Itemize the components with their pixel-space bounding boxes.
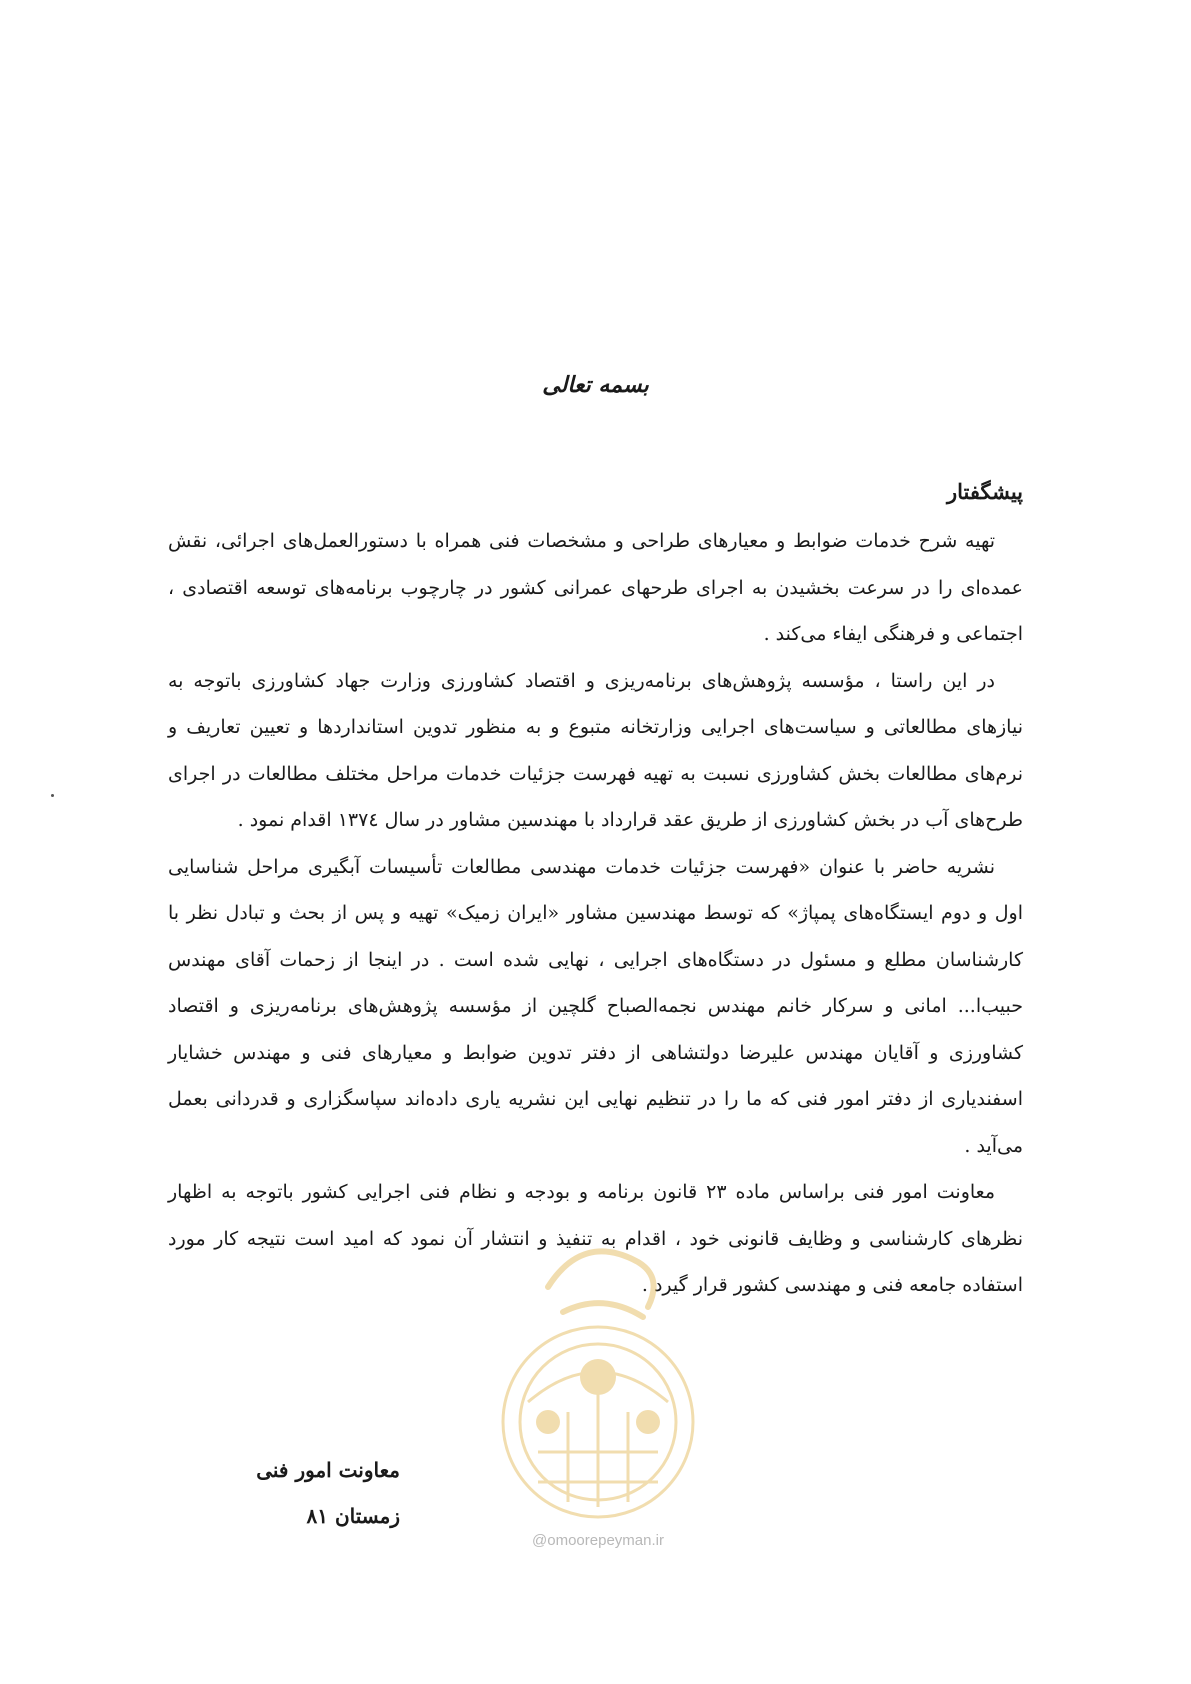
paragraph-2: در این راستا ، مؤسسه پژوهش‌های برنامه‌ریزی و اقتصاد کشاورزی وزارت جهاد کشاورزی باتوجه به نیازهای مطالعاتی و سیاست‌های اجرایی وزارتخانه متبوع و به منظور تدوین استانداردها و تعیین تعاریف و نرم‌های مطالعات بخش کشاورزی نسبت به تهیه فهرست جزئیات خدمات مراحل مختلف مطالعات در اجرای طرح‌های آب در بخش کشاورزی از طریق عقد قرارداد با مهندسین مشاور در سال ۱۳۷٤ اقدام نمود .	[168, 669, 1023, 831]
signature-block	[200, 1447, 400, 1539]
paragraph-4: معاونت امور فنی براساس ماده ۲۳ قانون برنامه و بودجه و نظام فنی اجرایی کشور باتوجه به اظهار نظرهای کارشناسی و وظایف قانونی خود ، اقدام به تنفیذ و انتشار آن نمود که امید است نتیجه کار مورد استفاده جامعه فنی و مهندسی کشور قرار گیرد .	[168, 1181, 1023, 1296]
basmala-heading: بسمه تعالی	[542, 372, 649, 398]
watermark-url: @omoorepeyman.ir	[532, 1532, 664, 1549]
signature-date: زمستان ۸۱	[306, 1504, 400, 1528]
preface-body	[168, 518, 1023, 1309]
paragraph-1: تهیه شرح خدمات ضوابط و معیارهای طراحی و مشخصات فنی همراه با دستورالعمل‌های اجرائی، نقش عمده‌ای را در سرعت بخشیدن به اجرای طرحهای عمرانی کشور در چارچوب برنامه‌های توسعه اقتصادی ، اجتماعی و فرهنگی ایفاء می‌کند .	[168, 530, 1023, 645]
margin-dot	[51, 794, 54, 797]
preface-title: پیشگفتار	[946, 479, 1023, 504]
signature-office: معاونت امور فنی	[256, 1458, 400, 1482]
paragraph-3: نشریه حاضر با عنوان «فهرست جزئیات خدمات مهندسی مطالعات تأسیسات آبگیری مراحل شناسایی اول و دوم ایستگاه‌های پمپاژ» که توسط مهندسین مشاور «ایران زمیک» تهیه و پس از بحث و تبادل نظر با کارشناسان مطلع و مسئول در دستگاه‌های اجرایی ، نهایی شده است . در اینجا از زحمات آقای مهندس حبیب‌ا... امانی و سرکار خانم مهندس نجمه‌الصباح گلچین از مؤسسه پژوهش‌های برنامه‌ریزی و اقتصاد کشاورزی و آقایان مهندس علیرضا دولتشاهی از دفتر تدوین ضوابط و معیارهای فنی و مهندس خشایار اسفندیاری از دفتر امور فنی که ما را در تنظیم نهایی این نشریه یاری داده‌اند سپاسگزاری و قدردانی بعمل می‌آید .	[168, 855, 1023, 1157]
